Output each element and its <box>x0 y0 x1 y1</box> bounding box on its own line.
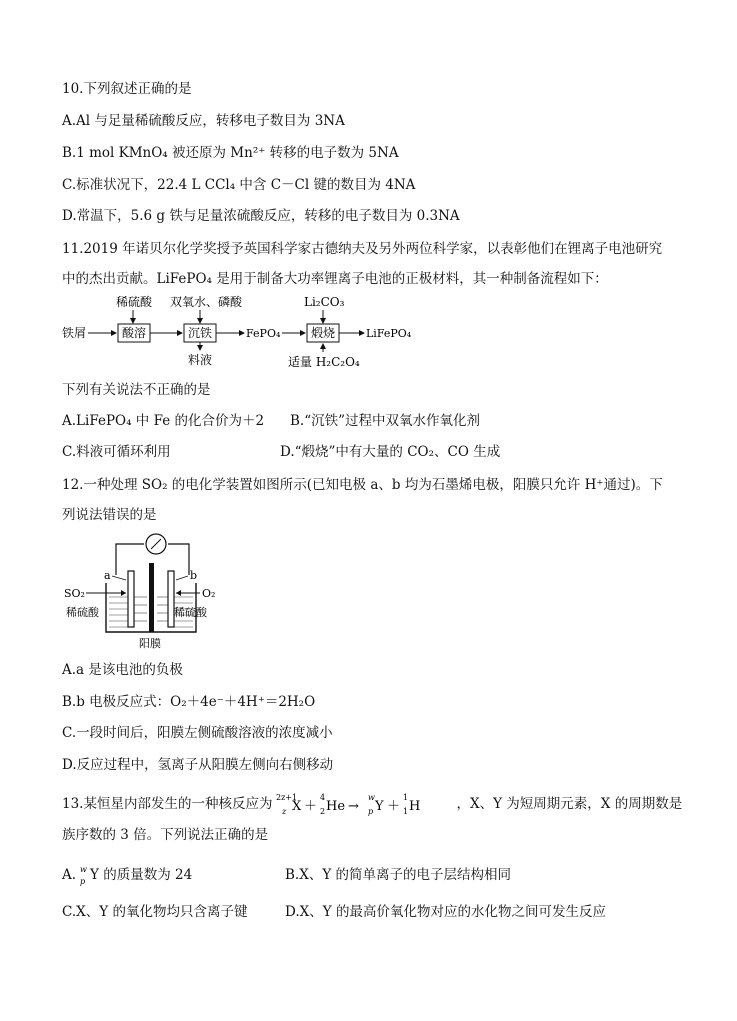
label-so2: SO₂ <box>64 587 85 600</box>
q13-option-b: B.X、Y 的简单离子的电子层结构相同 <box>285 867 512 883</box>
q13-a-nuclide <box>76 864 90 886</box>
q12-stem-line1: 12.一种处理 SO₂ 的电化学装置如图所示(已知电极 a、b 均为石墨烯电极，阳膜只允许 H⁺通过)。下 <box>62 477 663 493</box>
eq-y-mass: w <box>368 793 376 802</box>
eq-he-mass: 4 <box>320 793 326 802</box>
eq-he: He <box>326 799 346 814</box>
eq-plus2: ＋ <box>387 799 401 814</box>
flow-in3-label: Li₂CO₃ <box>304 295 345 309</box>
eq-h-mass: 1 <box>403 793 409 802</box>
electrode-a <box>128 571 134 627</box>
q11-flow-diagram <box>60 290 420 372</box>
q11-option-b: B.“沉铁”过程中双氧水作氧化剂 <box>290 413 481 429</box>
flow-start-label: 铁屑 <box>62 326 87 340</box>
q13-stem-post: ，X、Y 为短周期元素，X 的周期数是 <box>456 796 683 812</box>
flow-end-label: LiFePO₄ <box>366 327 412 340</box>
eq-y-num: p <box>368 807 374 816</box>
flow-box2-label: 沉铁 <box>188 326 213 340</box>
q13-stem-line2: 族序数的 3 倍。下列说法正确的是 <box>62 827 269 843</box>
eq-he-num: 2 <box>320 807 326 816</box>
label-membrane: 阳膜 <box>139 637 161 650</box>
q12-option-b: B.b 电极反应式：O₂＋4e⁻＋4H⁺＝2H₂O <box>62 694 316 710</box>
eq-x-mass: 2z+1 <box>276 793 298 802</box>
eq-arrow: → <box>348 799 360 814</box>
q13-option-c: C.X、Y 的氧化物均只含离子键 <box>62 904 248 920</box>
eq-plus1: ＋ <box>304 799 318 814</box>
eq-h: H <box>409 799 421 814</box>
q12-option-c: C.一段时间后，阳膜左侧硫酸溶液的浓度减小 <box>62 725 333 741</box>
q10-option-d: D.常温下，5.6 g 铁与足量浓硫酸反应，转移的电子数目为 0.3NA <box>62 208 460 224</box>
q11-stem-line2: 中的杰出贡献。LiFePO₄ 是用于制备大功率锂离子电池的正极材料，其一种制备流程如下： <box>62 271 608 287</box>
q13-stem-pre: 13.某恒星内部发生的一种核反应为 <box>62 796 273 812</box>
a-y-num: p <box>80 877 86 886</box>
flow-in3b-label: 适量 H₂C₂O₄ <box>288 355 360 369</box>
cation-membrane <box>149 563 154 632</box>
q10-option-c: C.标准状况下，22.4 L CCl₄ 中含 C－Cl 键的数目为 4NA <box>62 177 416 193</box>
a-y-mass: w <box>80 865 87 874</box>
q12-stem-line2: 列说法错误的是 <box>62 507 157 523</box>
eq-y: Y <box>375 799 385 814</box>
q11-question: 下列有关说法不正确的是 <box>62 382 211 398</box>
eq-x-num: z <box>282 807 287 816</box>
flow-in2-label: 双氧水、磷酸 <box>170 295 243 309</box>
q13-stem-line1 <box>62 791 682 817</box>
label-electrode-b: b <box>190 569 198 582</box>
q11-option-d: D.“煅烧”中有大量的 CO₂、CO 生成 <box>280 444 501 460</box>
eq-x: X <box>292 799 302 814</box>
q13-nuclear-equation <box>274 791 454 817</box>
eq-h-num: 1 <box>403 807 409 816</box>
q10-option-a: A.Al 与足量稀硫酸反应，转移电子数目为 3NA <box>62 113 345 129</box>
flow-mid-label: FePO₄ <box>246 327 281 340</box>
flow-in1-label: 稀硫酸 <box>116 295 153 309</box>
flow-box1-label: 酸溶 <box>122 326 147 340</box>
q11-option-a: A.LiFePO₄ 中 Fe 的化合价为＋2 <box>62 413 265 429</box>
q11-stem-line1: 11.2019 年诺贝尔化学奖授予英国科学家古德纳夫及另外两位科学家，以表彰他们在锂离子电池研究 <box>62 241 663 257</box>
flow-out2-label: 料液 <box>188 353 213 367</box>
q10-stem: 10.下列叙述正确的是 <box>62 81 192 97</box>
label-left-acid: 稀硫酸 <box>66 606 99 619</box>
q12-option-a: A.a 是该电池的负极 <box>62 662 183 678</box>
q11-option-c: C.料液可循环利用 <box>62 444 171 460</box>
q13-option-d: D.X、Y 的最高价氧化物对应的水化物之间可发生反应 <box>285 904 606 920</box>
label-electrode-a: a <box>104 569 111 582</box>
label-o2: O₂ <box>202 587 216 600</box>
q13-a-pre: A. <box>62 867 77 883</box>
q13-option-a <box>62 864 192 886</box>
q10-option-b: B.1 mol KMnO₄ 被还原为 Mn²⁺ 转移的电子数为 5NA <box>62 145 399 161</box>
q12-option-d: D.反应过程中，氢离子从阳膜左侧向右侧移动 <box>62 757 334 773</box>
q12-cell-diagram <box>62 533 222 655</box>
q13-a-post: Y 的质量数为 24 <box>90 867 193 883</box>
flow-box3-label: 煅烧 <box>311 326 336 340</box>
label-right-acid: 稀硫酸 <box>174 606 207 619</box>
